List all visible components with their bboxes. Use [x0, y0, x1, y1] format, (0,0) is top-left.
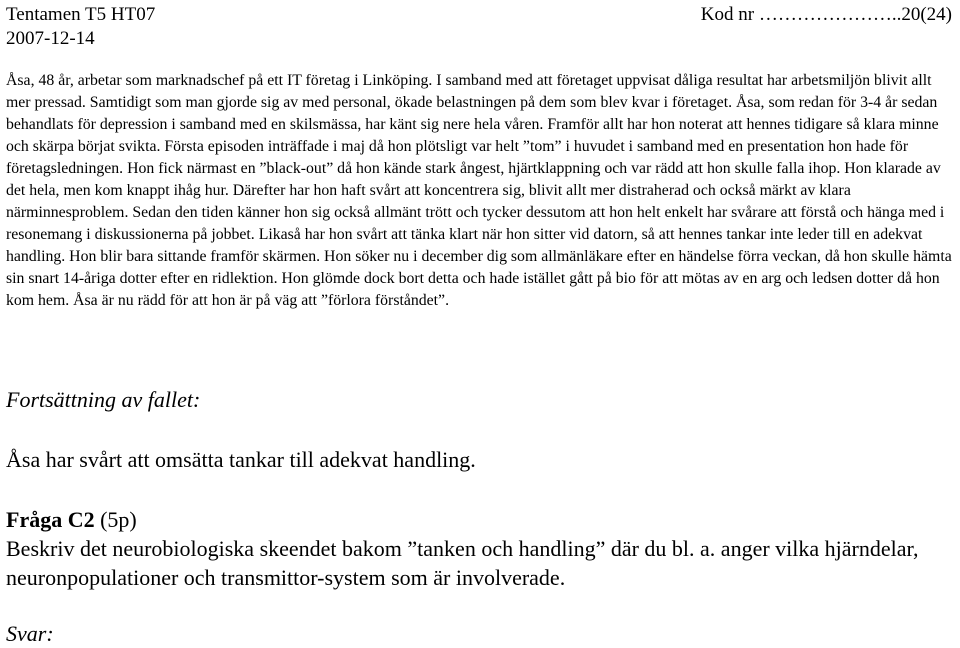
case-description [6, 70, 954, 312]
question-block [6, 505, 956, 592]
code-field: Kod nr ………………….. [700, 4, 902, 25]
page-number: 20(24) [901, 4, 952, 25]
case-paragraph: Åsa, 48 år, arbetar som marknadschef på ett IT företag i Linköping. I samband med att företaget uppvisat dåliga resultat har arbetsmiljön blivit allt mer pressad. Samtidigt som man gjorde sig av med personal, ökade belastningen på dem som blev kvar i företaget. Åsa, som redan för 3-4 år sedan behandlats för depression i samband med en skilsmässa, har känt sig nere hela våren. Framför allt har hon noterat att hennes tidigare så klara minne och skärpa börjat svikta. Första episoden inträffade i maj då hon plötsligt var helt ”tom” i huvudet i samband med en presentation hon hade för företagsledningen. Hon fick närmast en ”black-out” då hon kände stark ångest, hjärtklappning och var rädd att hon skulle falla ihop. Hon klarade av det hela, men kom knappt ihåg hur. Därefter har hon haft svårt att koncentrera sig, blivit allt mer distraherad och också märkt av klara närminnesproblem. Sedan den tiden känner hon sig också allmänt trött och tycker dessutom att hon helt enkelt har svårare att förstå och hänga med i resonemang i diskussionerna på jobbet. Likaså har hon svårt att tänka klart när hon sitter vid datorn, så att hennes tankar inte leder till en adekvat handling. Hon blir bara sittande framför skärmen. Hon söker nu i december dig som allmänläkare efter en händelse förra veckan, då hon skulle hämta sin snart 14-åriga dotter efter en ridlektion. Hon glömde dock bort detta och hade istället gått på bio för att mötas av en arg och ledsen dotter då hon kom hem. Åsa är nu rädd för att hon är på väg att ”förlora förståndet”. [6, 72, 952, 309]
continuation-text: Åsa har svårt att omsätta tankar till adekvat handling. [6, 447, 476, 472]
question-title: Fråga C2 [6, 507, 95, 532]
exam-date: 2007-12-14 [6, 28, 95, 49]
exam-title: Tentamen T5 HT07 [6, 4, 156, 25]
page-header-right [701, 3, 952, 27]
answer-heading: Svar: [6, 621, 54, 646]
question-points: (5p) [100, 507, 137, 532]
question-text: Beskriv det neurobiologiska skeendet bakom ”tanken och handling” där du bl. a. anger vilka hjärndelar, neuronpopulationer och transmittor-system som är involverade. [6, 536, 919, 590]
question-title-line [6, 505, 956, 534]
page-header-left [6, 3, 155, 51]
continuation-heading: Fortsättning av fallet: [6, 387, 201, 412]
